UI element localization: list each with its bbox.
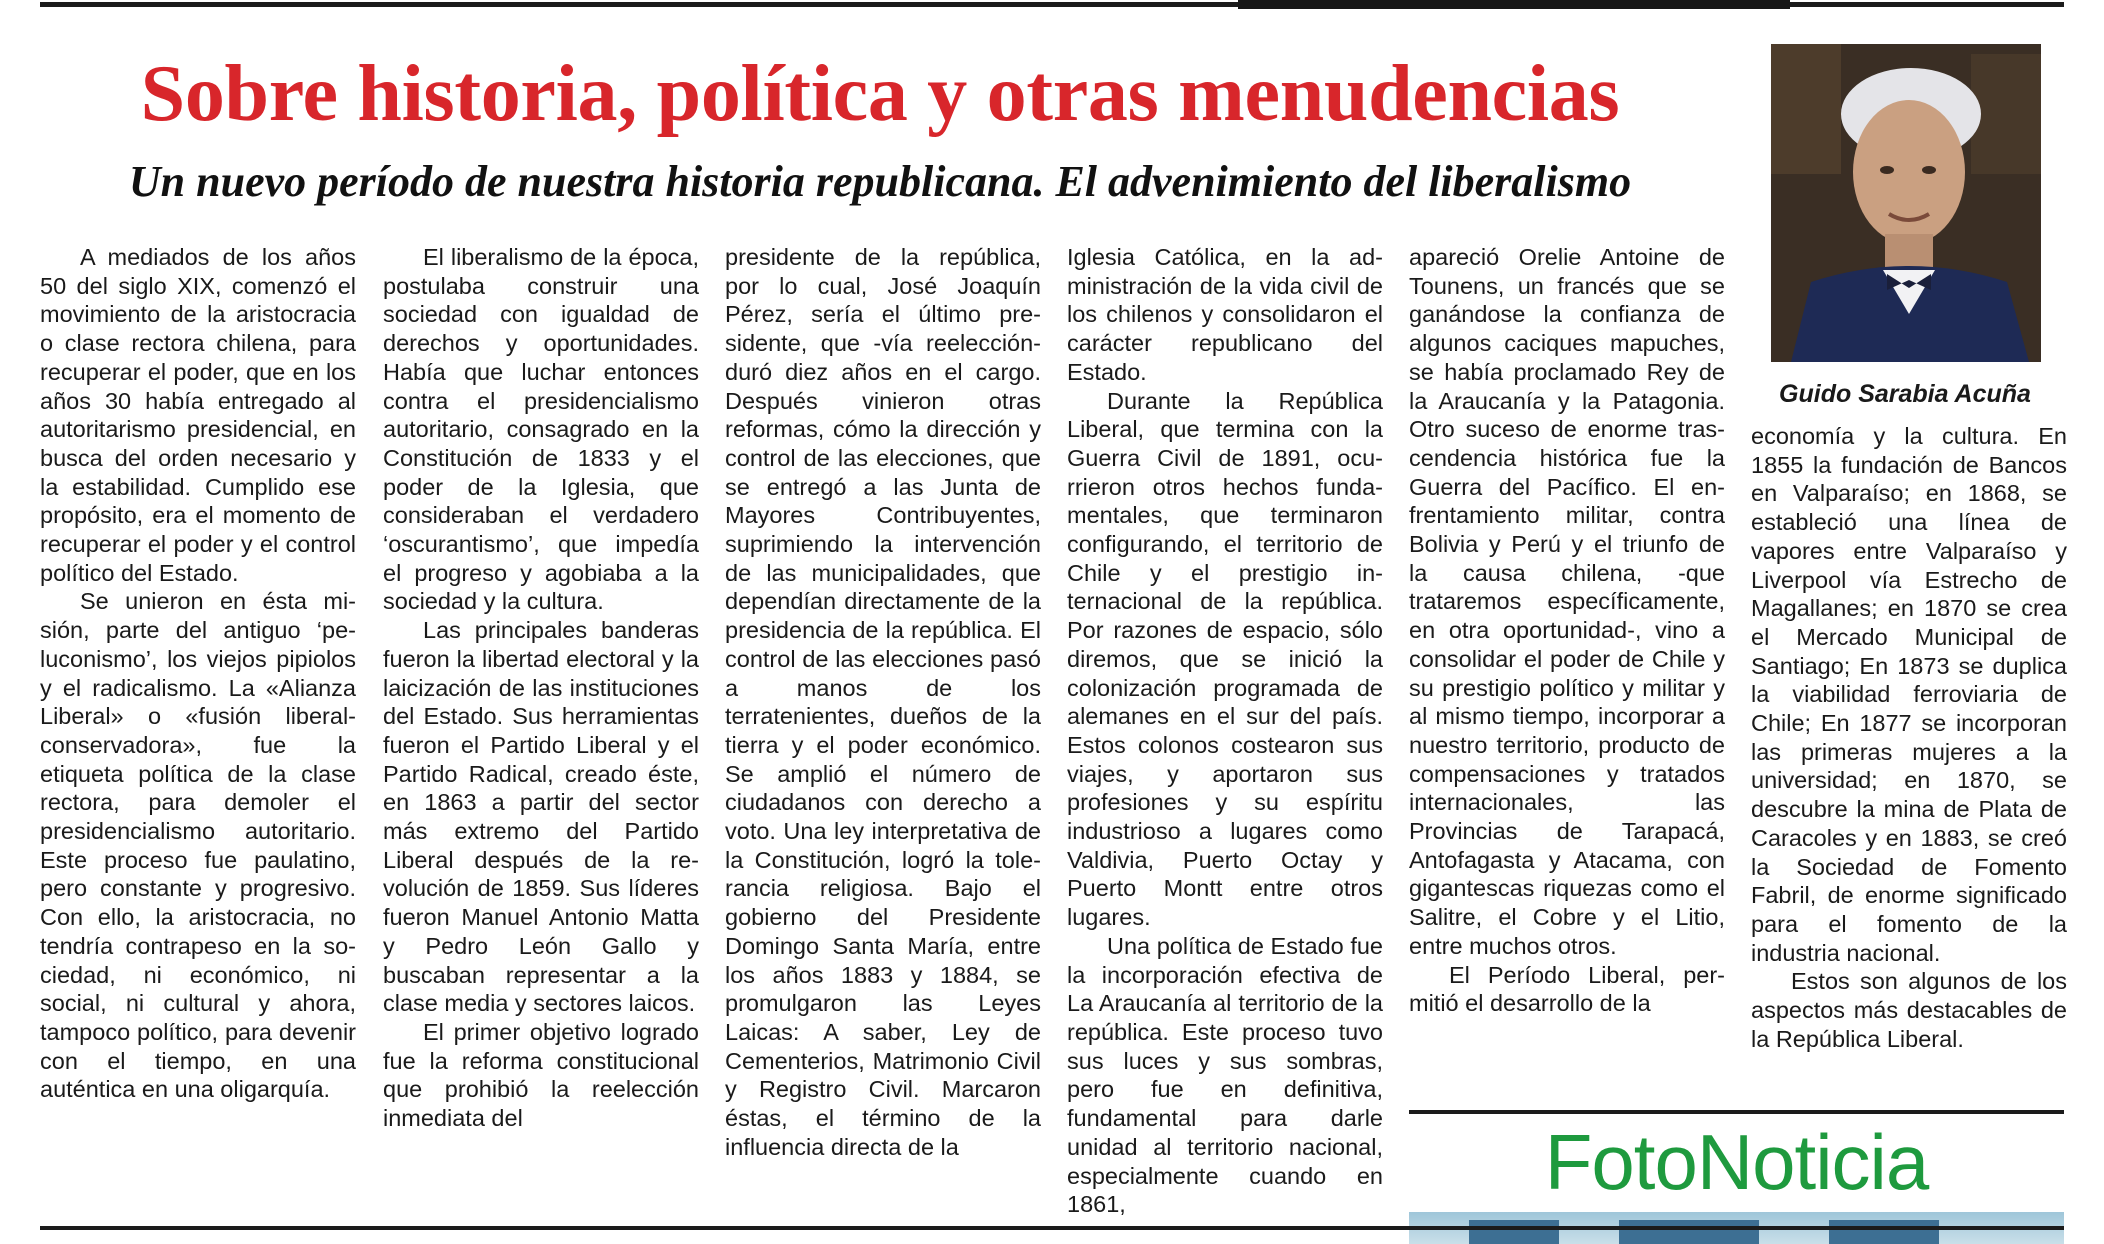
author-caption: Guido Sarabia Acuña xyxy=(1779,380,2031,408)
article-column-4 xyxy=(1067,243,1383,1219)
article-headline: Sobre historia, política y otras menudencias xyxy=(140,50,1620,138)
article-column-3 xyxy=(725,243,1041,1162)
paragraph: Las principales banderas fueron la libertad electoral y la laicización de las instituciones del Estado. Sus herramientas fueron el Partido Liberal y el Partido Radical, creado éste, en 1863 a partir del sector más extremo del Partido Liberal después de la revolución de 1859. Sus líderes fueron Manuel Antonio Matta y Pedro León Gallo y buscaban representar a la clase media y sectores laicos. xyxy=(383,617,699,1017)
paragraph: presidente de la república, por lo cual, José Joaquín Pérez, sería el último presidente, que -vía reelección- duró diez años en el cargo. Después vinieron otras reformas, cómo la dirección y control de las elecciones, que se entregó a las Junta de Mayores Contribuyentes, suprimiendo la intervención de las municipalidades, que dependían directamente de la presidencia de la república. El control de las elecciones pasó a manos de los terratenientes, dueños de la tierra y el poder económico. Se amplió el número de ciudadanos con derecho a voto. Una ley interpretativa de la Constitución, logró la tolerancia religiosa. Bajo el gobierno del Presidente Domingo Santa María, entre los años 1883 y 1884, se promulgaron las Leyes Laicas: A saber, Ley de Cementerios, Matrimonio Civil y Registro Civil. Marcaron éstas, el término de la influencia directa de la xyxy=(725,244,1041,1160)
paragraph: economía y la cultura. En 1855 la fundación de Bancos en Valparaíso; en 1868, se estableció una línea de vapores entre Valparaíso y Liverpool vía Estrecho de Magallanes; en 1870 se crea el Mercado Municipal de Santiago; En 1873 se duplica la viabilidad ferroviaria de Chile; En 1877 se incorporan las primeras mujeres a la universidad; en 1870, se descubre la mina de Plata de Caracoles y en 1883, se creó la Sociedad de Fomento Fabril, de enorme significado para el fomento de la industria nacional. xyxy=(1751,423,2067,966)
paragraph: El liberalismo de la época, postulaba construir una sociedad con igualdad de derechos y oportunidades. Había que luchar entonces contra el presidencialismo autoritario, consagrado en la Constitución de 1833 y el poder de la Iglesia, que consideraban el verdadero ‘oscurantismo’, que impedía el progreso y agobiaba a la sociedad y la cultura. xyxy=(383,244,699,615)
article-column-6 xyxy=(1751,422,2067,1053)
bottom-rule xyxy=(40,1226,2064,1230)
author-photo xyxy=(1771,44,2041,362)
fotonoticia-heading: FotoNoticia xyxy=(1544,1118,1929,1206)
paragraph: A mediados de los años 50 del siglo XIX, comenzó el movimiento de la aristocracia o clase rectora chilena, para recuperar el poder, que en los años 30 había entregado al autoritarismo presidencial, en busca del orden necesario y la estabilidad. Cumplido ese propósito, era el momento de recuperar el poder y el control político del Estado. xyxy=(40,244,356,586)
paragraph: El primer objetivo logrado fue la reforma constitucional que prohibió la reelección inmediata del xyxy=(383,1018,699,1132)
article-column-5 xyxy=(1409,243,1725,1018)
paragraph: Una política de Estado fue la incorporación efectiva de La Araucanía al territorio de la república. Este proceso tuvo sus luces y sus sombras, pero fue en definitiva, fundamental para darle unidad al territorio nacional, especialmente cuando en 1861, xyxy=(1067,932,1383,1218)
paragraph: Estos son algunos de los aspectos más destacables de la República Liberal. xyxy=(1751,968,2067,1052)
fotonoticia-rule xyxy=(1409,1110,2064,1114)
paragraph: apareció Orelie Antoine de Tounens, un francés que se ganándose la confianza de algunos caciques mapuches, se había proclamado Rey de la Araucanía y la Patagonia. Otro suceso de enorme trascendencia histórica fue la Guerra del Pacífico. El enfrentamiento militar, contra Bolivia y Perú y el triunfo de la causa chilena, -que trataremos específicamente, en otra oportunidad-, vino a consolidar el poder de Chile y su prestigio político y militar y al mismo tiempo, incorporar a nuestro territorio, producto de compensaciones y tratados internacionales, las Provincias de Tarapacá, Antofagasta y Atacama, con gigantescas riquezas como el Salitre, el Cobre y el Litio, entre muchos otros. xyxy=(1409,244,1725,959)
paragraph: Se unieron en ésta misión, parte del antiguo ‘peluconismo’, los viejos pipiolos y el radicalismo. La «Alianza Liberal» o «fusión liberal-conservadora», fue la etiqueta política de la clase rectora, para demoler el presidencialismo autoritario. Este proceso fue paulatino, pero constante y progresivo. Con ello, la aristocracia, no tendría contrapeso en la sociedad, ni económico, ni social, ni cultural y ahora, tampoco político, para devenir con el tiempo, en una auténtica en una oligarquía. xyxy=(40,588,356,1103)
paragraph: Durante la República Liberal, que termina con la Guerra Civil de 1891, ocurrieron otros hechos fundamentales, que terminaron configurando, el territorio de Chile y el prestigio internacional de la república. Por razones de espacio, sólo diremos, que se inició la colonización programada de alemanes en el sur del país. Estos colonos costearon sus viajes, y aportaron sus profesiones y su espíritu industrioso a lugares como Valdivia, Puerto Octay y Puerto Montt entre otros lugares. xyxy=(1067,387,1383,931)
article-column-1 xyxy=(40,243,356,1104)
article-subheadline: Un nuevo período de nuestra historia republicana. El advenimiento del liberalismo xyxy=(128,157,1632,206)
paragraph: El Período Liberal, permitió el desarrollo de la xyxy=(1409,961,1725,1017)
section-tab xyxy=(1238,0,1790,9)
article-column-2 xyxy=(383,243,699,1133)
paragraph: Iglesia Católica, en la administración de la vida civil de los chilenos y consolidaron el carácter republicano del Estado. xyxy=(1067,244,1383,385)
